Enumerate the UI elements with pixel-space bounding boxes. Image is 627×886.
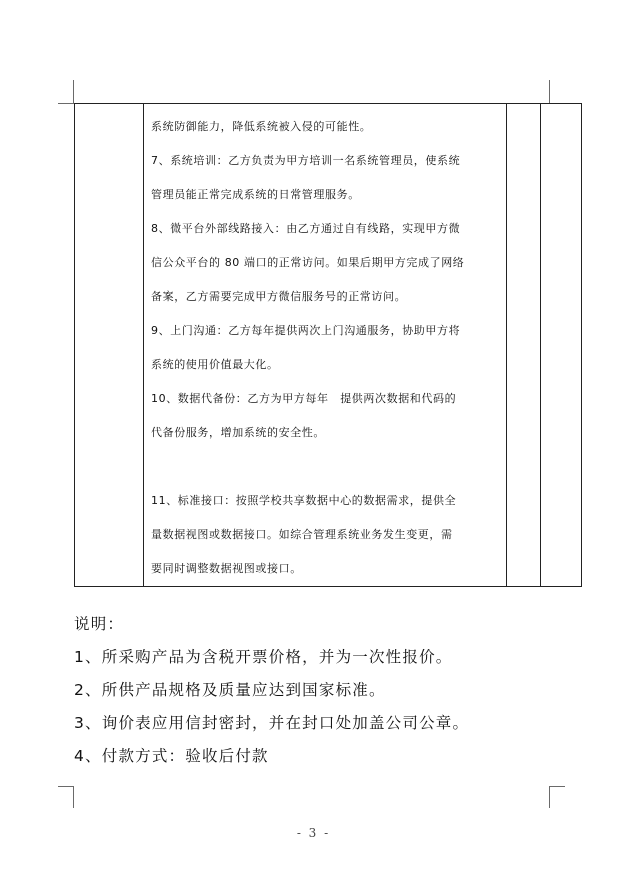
page-number: - 3 -: [296, 826, 331, 840]
requirement-line: 9、上门沟通：乙方每年提供两次上门沟通服务，协助甲方将: [151, 324, 461, 337]
requirements-cell: [144, 104, 507, 587]
crop-mark-top-left-h: [58, 103, 74, 104]
requirements-table: [74, 103, 582, 587]
note-item: 4、付款方式：验收后付款: [74, 747, 269, 765]
item-name-cell: [75, 104, 144, 587]
requirement-line: 7、系统培训：乙方负责为甲方培训一名系统管理员，使系统: [151, 154, 461, 167]
requirement-line: 10、数据代备份：乙方为甲方每年 提供两次数据和代码的: [151, 392, 457, 405]
notes-section: [74, 608, 469, 773]
note-item: 2、所供产品规格及质量应达到国家标准。: [74, 681, 386, 699]
price-cell: [541, 104, 582, 587]
notes-heading: 说明：: [74, 615, 125, 633]
table-row: [75, 104, 582, 587]
requirement-line: 要同时调整数据视图或接口。: [151, 562, 302, 575]
note-item: 1、所采购产品为含税开票价格，并为一次性报价。: [74, 648, 453, 666]
requirement-line: 8、微平台外部线路接入：由乙方通过自有线路，实现甲方微: [151, 222, 461, 235]
crop-mark-bottom-left-v: [73, 786, 74, 808]
note-item: 3、询价表应用信封密封，并在封口处加盖公司公章。: [74, 714, 470, 732]
requirement-line: 备案，乙方需要完成甲方微信服务号的正常访问。: [151, 290, 407, 303]
requirement-line: 量数据视图或数据接口。如综合管理系统业务发生变更，需: [151, 528, 453, 541]
requirement-line: 11、标准接口：按照学校共享数据中心的数据需求，提供全: [151, 494, 457, 507]
blank-line: [151, 450, 506, 484]
crop-mark-bottom-left-h: [58, 786, 74, 787]
requirement-line: 代备份服务，增加系统的安全性。: [151, 426, 325, 439]
requirement-line: 系统防御能力，降低系统被入侵的可能性。: [151, 120, 372, 133]
crop-mark-top-right-v: [549, 80, 550, 104]
crop-mark-bottom-right-h: [549, 786, 565, 787]
crop-mark-top-left-v: [73, 80, 74, 104]
requirement-line: 信公众平台的 80 端口的正常访问。如果后期甲方完成了网络: [151, 256, 465, 269]
requirement-line: 管理员能正常完成系统的日常管理服务。: [151, 188, 360, 201]
crop-mark-bottom-right-v: [549, 786, 550, 808]
requirement-line: 系统的使用价值最大化。: [151, 358, 279, 371]
quantity-cell: [507, 104, 541, 587]
